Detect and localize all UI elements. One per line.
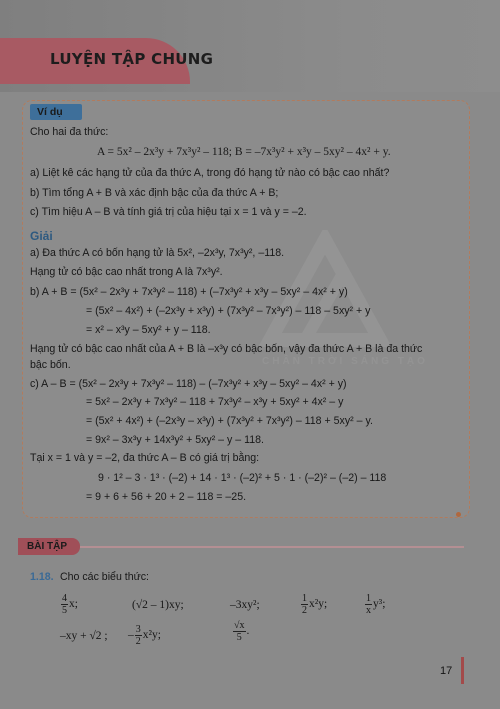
solution-c-line6: 9 · 1² – 3 · 1³ · (–2) + 14 · 1³ · (–2)² + 5 · 1 · (–2)² – (–2) – 118 bbox=[98, 472, 387, 484]
section-title: LUYỆN TẬP CHUNG bbox=[50, 50, 214, 68]
solution-c-line3: = (5x² + 4x²) + (–2x³y – x³y) + (7x³y² + 7x³y²) – 118 + 5xy² – y. bbox=[86, 415, 373, 427]
solution-b-line4: Hạng tử có bậc cao nhất của A + B là –x³y có bậc bốn, vậy đa thức A + B là đa thức bbox=[30, 343, 423, 355]
example-intro: Cho hai đa thức: bbox=[30, 126, 109, 138]
exercises-label: BÀI TẬP bbox=[18, 538, 80, 555]
expression-5: $\frac{1}{x}$ y³; bbox=[366, 593, 386, 616]
solution-b-line5: bậc bốn. bbox=[30, 359, 71, 371]
box-corner-dot bbox=[456, 512, 461, 517]
expression-3: –3xy²; bbox=[230, 599, 260, 611]
page-number-bar bbox=[461, 657, 464, 684]
solution-c-line4: = 9x² – 3x³y + 14x³y² + 5xy² – y – 118. bbox=[86, 434, 264, 446]
expression-8: $\frac{√x}{5}$ . bbox=[234, 620, 250, 643]
expression-2: (√2 – 1)xy; bbox=[132, 599, 184, 611]
exercise-prompt: Cho các biểu thức: bbox=[60, 571, 149, 583]
solution-c-line5: Tại x = 1 và y = –2, đa thức A – B có giá trị bằng: bbox=[30, 452, 260, 464]
solution-label: Giải bbox=[30, 229, 53, 243]
exercises-rule bbox=[80, 546, 464, 548]
expression-1: $\frac{4}{5}$ x; bbox=[62, 593, 78, 616]
expression-4: $\frac{1}{2}$ x²y; bbox=[302, 593, 328, 616]
solution-c-line7: = 9 + 6 + 56 + 20 + 2 – 118 = –25. bbox=[86, 491, 247, 503]
exercise-number: 1.18. bbox=[30, 571, 54, 583]
solution-b-line2: = (5x² – 4x²) + (–2x³y + x³y) + (7x³y² – 7x³y²) – 118 – 5xy² + y bbox=[86, 305, 371, 317]
solution-b-line1: b) A + B = (5x² – 2x³y + 7x³y² – 118) + (–7x³y² + x³y – 5xy² – 4x² + y) bbox=[30, 286, 348, 298]
page-number: 17 bbox=[440, 665, 453, 677]
question-a: a) Liệt kê các hạng tử của đa thức A, trong đó hạng tử nào có bậc cao nhất? bbox=[30, 167, 390, 179]
solution-c-line1: c) A – B = (5x² – 2x³y + 7x³y² – 118) – (–7x³y² + x³y – 5xy² – 4x² + y) bbox=[30, 378, 347, 390]
expression-7: – $\frac{3}{2}$ x²y; bbox=[128, 624, 161, 647]
example-polynomials: A = 5x² – 2x³y + 7x³y² – 118; B = –7x³y² + x³y – 5xy² – 4x² + y. bbox=[97, 146, 391, 158]
solution-a-line1: a) Đa thức A có bốn hạng tử là 5x², –2x³y, 7x³y², –118. bbox=[30, 247, 285, 259]
solution-a-line2: Hạng tử có bậc cao nhất trong A là 7x³y². bbox=[30, 266, 223, 278]
example-label: Ví dụ bbox=[30, 104, 82, 120]
question-c: c) Tìm hiệu A – B và tính giá trị của hiệu tại x = 1 và y = –2. bbox=[30, 206, 307, 218]
question-b: b) Tìm tổng A + B và xác định bậc của đa thức A + B; bbox=[30, 187, 279, 199]
watermark-text: CHÂN TRỜI SÁNG TẠO bbox=[262, 356, 428, 367]
expression-6: –xy + √2 ; bbox=[60, 630, 108, 642]
solution-b-line3: = x² – x³y – 5xy² + y – 118. bbox=[86, 324, 211, 336]
solution-c-line2: = 5x² – 2x³y + 7x³y² – 118 + 7x³y² – x³y + 5xy² + 4x² – y bbox=[86, 396, 344, 408]
